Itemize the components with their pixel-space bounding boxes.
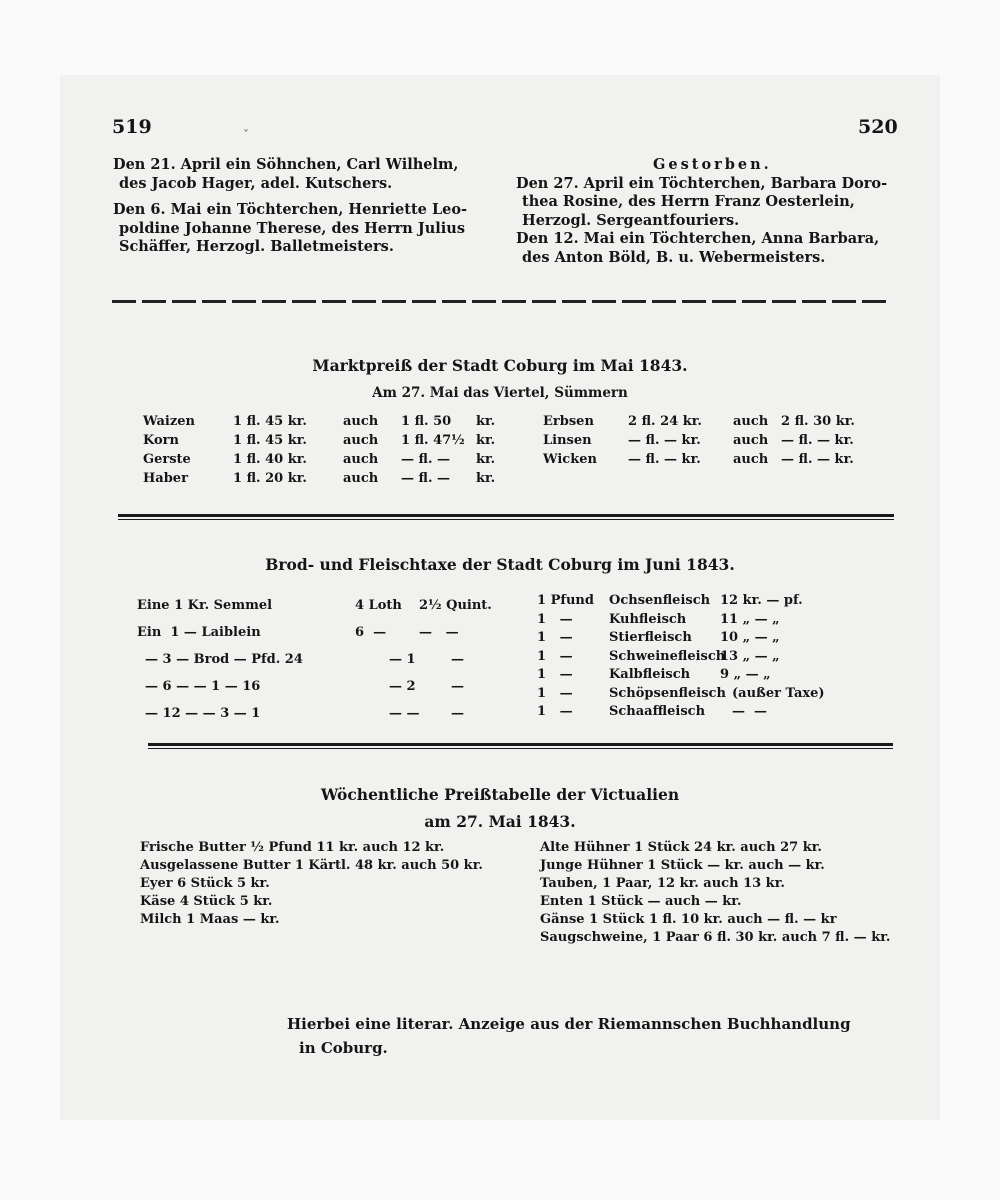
grain-name: Korn: [143, 433, 179, 448]
meat-quantity: 1 Pfund: [537, 593, 594, 608]
price-high: 2 fl. 30 kr.: [781, 414, 855, 429]
table-row: [537, 592, 837, 611]
death-notices: [516, 156, 887, 267]
meat-price: 10 „ — „: [720, 630, 780, 645]
list-item: Gänse 1 Stück 1 fl. 10 kr. auch — fl. — kr: [540, 912, 837, 927]
auch-label: auch: [343, 471, 379, 486]
meat-price: 9 „ — „: [720, 667, 771, 682]
table-row: [537, 666, 837, 685]
text-line: des Jacob Hager, adel. Kutschers.: [119, 174, 393, 192]
meat-name: Schweinefleisch: [609, 648, 726, 664]
price-high: — fl. —: [401, 452, 451, 467]
bread-weight: — 2: [389, 679, 416, 694]
meat-name: Ochsenfleisch: [609, 593, 711, 608]
meat-quantity: 1 —: [537, 685, 573, 701]
table-row: [543, 431, 873, 450]
meat-name: Stierfleisch: [609, 630, 692, 645]
legume-name: Erbsen: [543, 414, 594, 429]
bread-item: — 12 — — 3 — 1: [145, 706, 261, 721]
bread-quint: 2½ Quint.: [419, 598, 492, 613]
meat-quantity: 1 —: [537, 611, 573, 627]
table-row: [537, 648, 837, 667]
page-number-right: 520: [858, 116, 898, 138]
price-low: — fl. — kr.: [628, 452, 701, 467]
victuals-title: Wöchentliche Preißtabelle der Victualien: [320, 785, 680, 804]
auch-label: auch: [733, 414, 769, 429]
text-line: Herzogl. Sergeantfouriers.: [522, 211, 740, 229]
bread-weight: — —: [389, 706, 420, 721]
death-entry-1: [516, 175, 887, 231]
table-row: [537, 685, 837, 704]
grain-name: Haber: [143, 471, 188, 486]
list-item: Alte Hühner 1 Stück 24 kr. auch 27 kr.: [540, 840, 822, 855]
meat-name: Schaaffleisch: [609, 704, 706, 719]
bread-quint: —: [451, 652, 464, 667]
price-high: 1 fl. 50: [401, 414, 452, 429]
table-row: [537, 629, 837, 648]
price-high: — fl. —: [401, 471, 451, 486]
birth-entry-2: [113, 201, 467, 257]
meat-name: Kalbfleisch: [609, 667, 691, 682]
meat-quantity: 1 —: [537, 630, 573, 645]
bread-item: Eine 1 Kr. Semmel: [137, 598, 273, 613]
list-item: Frische Butter ½ Pfund 11 kr. auch 12 kr.: [140, 840, 445, 855]
text-line: poldine Johanne Therese, des Herrn Julius: [119, 219, 466, 237]
price-low: 1 fl. 40 kr.: [233, 452, 307, 467]
meat-quantity: 1 —: [537, 704, 573, 719]
auch-label: auch: [733, 433, 769, 448]
tax-title: Brod- und Fleischtaxe der Stadt Coburg im Juni 1843.: [265, 555, 735, 574]
price-low: — fl. — kr.: [628, 433, 701, 448]
legume-name: Wicken: [543, 452, 597, 467]
market-subtitle: Am 27. Mai das Viertel, Sümmern: [372, 385, 628, 401]
market-legume-table: [543, 412, 873, 469]
table-row: [143, 469, 503, 488]
price-high: — fl. — kr.: [781, 433, 854, 448]
footer-line-1: Hierbei eine literar. Anzeige aus der Riemannschen Buchhandlung: [287, 1015, 851, 1033]
footer-notice: [287, 1012, 851, 1060]
bread-quint: —: [451, 706, 464, 721]
text-line: Den 12. Mai ein Töchterchen, Anna Barbara,: [516, 230, 880, 247]
meat-price: 13 „ — „: [720, 648, 780, 664]
market-title: Marktpreiß der Stadt Coburg im Mai 1843.: [312, 356, 688, 375]
table-row: [137, 700, 497, 727]
text-line: Den 27. April ein Töchterchen, Barbara Doro-: [516, 174, 888, 192]
list-item: Käse 4 Stück 5 kr.: [140, 894, 273, 909]
meat-tax-table: [537, 592, 837, 722]
list-item: Junge Hühner 1 Stück — kr. auch — kr.: [540, 858, 825, 873]
list-item: Ausgelassene Butter 1 Kärtl. 48 kr. auch 50 kr.: [140, 858, 483, 873]
table-row: [537, 703, 837, 722]
text-line: thea Rosine, des Herrn Franz Oesterlein,: [522, 193, 855, 210]
birth-entry-1: [113, 156, 467, 193]
table-row: [543, 412, 873, 431]
price-high: 1 fl. 47½: [401, 433, 465, 448]
list-item: Saugschweine, 1 Paar 6 fl. 30 kr. auch 7 fl. — kr.: [540, 930, 891, 945]
unit: kr.: [476, 433, 496, 448]
divider-solid: [148, 743, 893, 746]
meat-price: (außer Taxe): [732, 685, 825, 701]
unit: kr.: [476, 471, 496, 486]
price-low: 1 fl. 20 kr.: [233, 471, 307, 486]
table-row: [137, 619, 497, 646]
table-row: [137, 646, 497, 673]
deaths-title: Gestorben.: [653, 156, 772, 173]
bread-weight: 6 —: [355, 625, 387, 640]
unit: kr.: [476, 414, 496, 429]
footer-line-2: in Coburg.: [299, 1039, 388, 1057]
list-item: Enten 1 Stück — auch — kr.: [540, 894, 742, 909]
bread-quint: — —: [419, 625, 459, 640]
meat-quantity: 1 —: [537, 667, 573, 682]
list-item: Milch 1 Maas — kr.: [140, 912, 280, 927]
bread-quint: —: [451, 679, 464, 694]
text-line: Schäffer, Herzogl. Balletmeisters.: [119, 238, 394, 255]
bread-tax-table: [137, 592, 497, 727]
page-number-left: 519: [112, 116, 152, 138]
auch-label: auch: [343, 433, 379, 448]
bread-item: Ein 1 — Laiblein: [137, 625, 261, 640]
table-row: [137, 673, 497, 700]
meat-price: 11 „ — „: [720, 611, 780, 627]
meat-quantity: 1 —: [537, 648, 573, 664]
auch-label: auch: [343, 414, 379, 429]
paper-mark: ˇ: [243, 128, 249, 142]
bread-weight: 4 Loth: [355, 598, 402, 613]
legume-name: Linsen: [543, 433, 592, 448]
text-line: des Anton Böld, B. u. Webermeisters.: [522, 248, 826, 266]
table-row: [137, 592, 497, 619]
table-row: [543, 450, 873, 469]
bread-item: — 6 — — 1 — 16: [145, 679, 261, 694]
bread-item: — 3 — Brod — Pfd. 24: [145, 652, 303, 667]
death-entry-2: [516, 230, 887, 267]
grain-name: Gerste: [143, 452, 191, 467]
list-item: Eyer 6 Stück 5 kr.: [140, 876, 270, 891]
list-item: Tauben, 1 Paar, 12 kr. auch 13 kr.: [540, 876, 785, 891]
divider-dashed: [112, 300, 890, 303]
birth-notices: [113, 156, 467, 257]
table-row: [143, 431, 503, 450]
unit: kr.: [476, 452, 496, 467]
divider-thin: [118, 519, 894, 520]
price-high: — fl. — kr.: [781, 452, 854, 467]
market-grain-table: [143, 412, 503, 488]
price-low: 1 fl. 45 kr.: [233, 414, 307, 429]
table-row: [143, 450, 503, 469]
price-low: 1 fl. 45 kr.: [233, 433, 307, 448]
meat-name: Schöpsenfleisch: [609, 685, 726, 701]
meat-price: — —: [732, 704, 768, 719]
victuals-subtitle: am 27. Mai 1843.: [424, 812, 576, 831]
text-line: Den 21. April ein Söhnchen, Carl Wilhelm,: [113, 156, 459, 173]
victuals-left-list: [140, 839, 483, 929]
text-line: Den 6. Mai ein Töchterchen, Henriette Leo-: [113, 201, 468, 218]
table-row: [537, 611, 837, 630]
price-low: 2 fl. 24 kr.: [628, 414, 702, 429]
auch-label: auch: [733, 452, 769, 467]
divider-solid: [118, 514, 894, 517]
table-row: [143, 412, 503, 431]
divider-thin: [148, 748, 893, 749]
meat-price: 12 kr. — pf.: [720, 593, 803, 608]
meat-name: Kuhfleisch: [609, 611, 687, 627]
bread-weight: — 1: [389, 652, 416, 667]
auch-label: auch: [343, 452, 379, 467]
victuals-right-list: [540, 839, 890, 947]
grain-name: Waizen: [143, 414, 195, 429]
